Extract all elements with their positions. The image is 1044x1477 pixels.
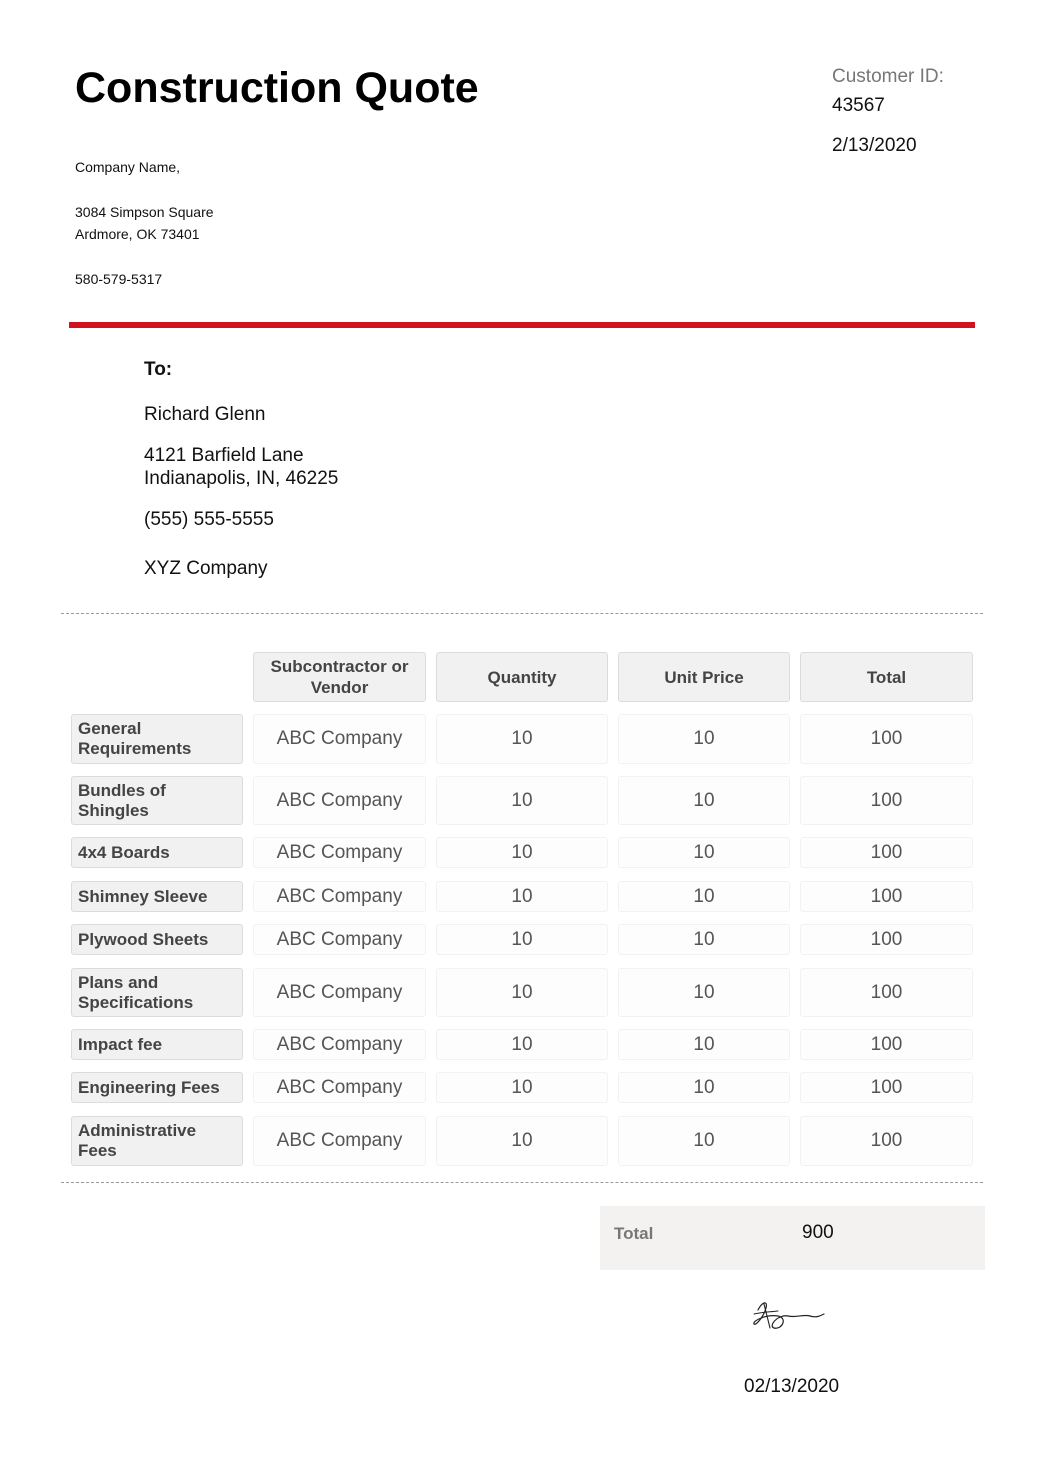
header-divider: [69, 322, 975, 328]
unit-price-cell: 10: [618, 1072, 790, 1103]
vendor-cell: ABC Company: [253, 924, 426, 955]
to-label: To:: [144, 359, 173, 380]
sender-company-name: Company Name,: [75, 159, 181, 175]
sender-address-line1: 3084 Simpson Square: [75, 204, 214, 220]
row-header-item: Impact fee: [71, 1029, 243, 1060]
sender-address-line2: Ardmore, OK 73401: [75, 226, 200, 242]
total-cell: 100: [800, 837, 973, 868]
row-header-item: Bundles of Shingles: [71, 776, 243, 825]
recipient-company: XYZ Company: [144, 558, 268, 579]
row-header-item: Plywood Sheets: [71, 924, 243, 955]
signature-date: 02/13/2020: [744, 1376, 840, 1397]
vendor-cell: ABC Company: [253, 968, 426, 1017]
quantity-cell: 10: [436, 714, 608, 764]
quantity-cell: 10: [436, 1072, 608, 1103]
quantity-cell: 10: [436, 837, 608, 868]
table-top-divider: [61, 613, 983, 614]
unit-price-cell: 10: [618, 776, 790, 825]
column-header-quantity: Quantity: [436, 652, 608, 702]
row-header-item: Shimney Sleeve: [71, 881, 243, 912]
unit-price-cell: 10: [618, 968, 790, 1017]
unit-price-cell: 10: [618, 714, 790, 764]
recipient-address-line2: Indianapolis, IN, 46225: [144, 468, 339, 489]
total-label: Total: [614, 1224, 654, 1243]
total-cell: 100: [800, 968, 973, 1017]
vendor-cell: ABC Company: [253, 837, 426, 868]
signature: [748, 1294, 828, 1338]
unit-price-cell: 10: [618, 1029, 790, 1060]
column-header-vendor: Subcontractor or Vendor: [253, 652, 426, 702]
vendor-cell: ABC Company: [253, 1029, 426, 1060]
total-cell: 100: [800, 1116, 973, 1166]
quantity-cell: 10: [436, 968, 608, 1017]
total-box: [600, 1206, 985, 1270]
vendor-cell: ABC Company: [253, 1072, 426, 1103]
row-header-item: General Requirements: [71, 714, 243, 764]
quantity-cell: 10: [436, 776, 608, 825]
recipient-name: Richard Glenn: [144, 404, 266, 425]
vendor-cell: ABC Company: [253, 714, 426, 764]
total-cell: 100: [800, 1072, 973, 1103]
unit-price-cell: 10: [618, 1116, 790, 1166]
column-header-unit-price: Unit Price: [618, 652, 790, 702]
row-header-item: Administrative Fees: [71, 1116, 243, 1166]
row-header-item: 4x4 Boards: [71, 837, 243, 868]
column-header-total: Total: [800, 652, 973, 702]
customer-id-label: Customer ID:: [832, 66, 944, 87]
recipient-phone: (555) 555-5555: [144, 509, 274, 530]
table-bottom-divider: [61, 1182, 983, 1183]
vendor-cell: ABC Company: [253, 776, 426, 825]
total-cell: 100: [800, 924, 973, 955]
total-cell: 100: [800, 714, 973, 764]
row-header-item: Engineering Fees: [71, 1072, 243, 1103]
unit-price-cell: 10: [618, 924, 790, 955]
quantity-cell: 10: [436, 881, 608, 912]
recipient-address-line1: 4121 Barfield Lane: [144, 445, 304, 466]
total-cell: 100: [800, 881, 973, 912]
quantity-cell: 10: [436, 1029, 608, 1060]
customer-id-value: 43567: [832, 95, 885, 116]
quantity-cell: 10: [436, 924, 608, 955]
total-cell: 100: [800, 776, 973, 825]
quantity-cell: 10: [436, 1116, 608, 1166]
quote-date: 2/13/2020: [832, 135, 917, 156]
sender-phone: 580-579-5317: [75, 271, 163, 287]
unit-price-cell: 10: [618, 837, 790, 868]
unit-price-cell: 10: [618, 881, 790, 912]
total-value: 900: [802, 1222, 834, 1243]
row-header-item: Plans and Specifications: [71, 968, 243, 1017]
total-cell: 100: [800, 1029, 973, 1060]
vendor-cell: ABC Company: [253, 881, 426, 912]
document-title: Construction Quote: [75, 64, 479, 112]
vendor-cell: ABC Company: [253, 1116, 426, 1166]
